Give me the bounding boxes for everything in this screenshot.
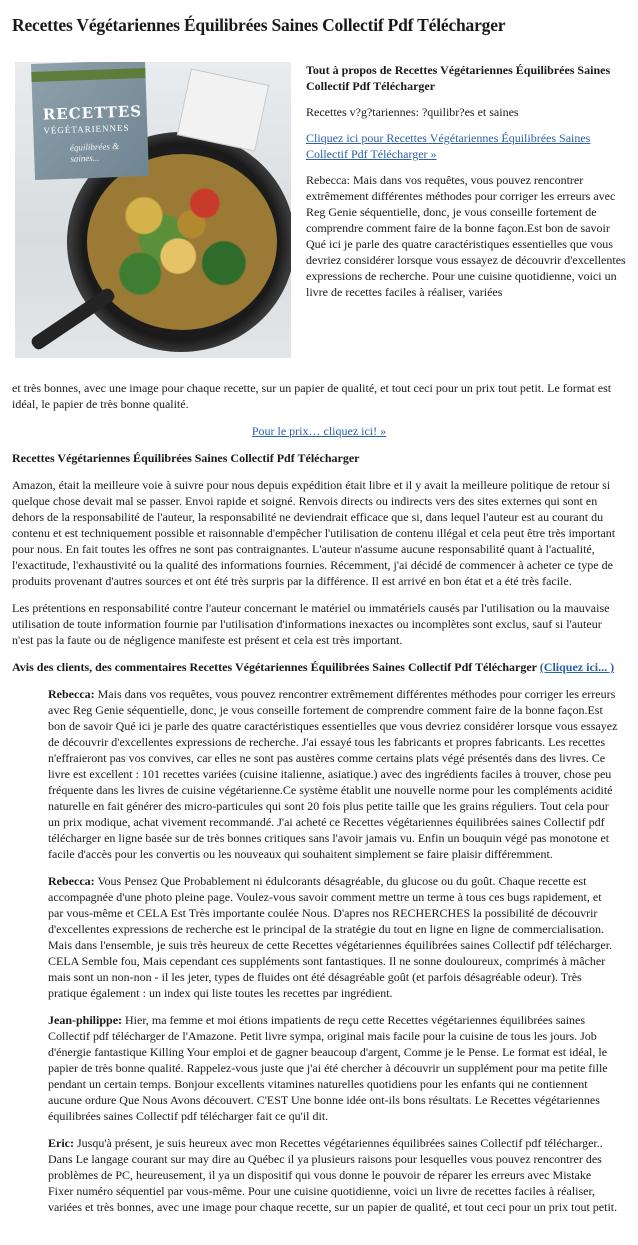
reviewer-name: Eric: — [48, 1136, 74, 1150]
page-title: Recettes Végétariennes Équilibrées Saines Collectif Pdf Télécharger — [12, 15, 506, 35]
review-text: Hier, ma femme et moi étions impatients de reçu cette Recettes végétariennes équilibrées saines Collectif pdf télécharger de l'Amazone. Petit livre sympa, original mais facile pour la cuisine de tous les jours. Job d'énergie fantastique Killing Your emploi et de gagner beaucoup d'argent, Comme je le Pense. Le format est idéal, le papier de très bonne qualité. Rappelez-vous juste que j'ai été chercher à découvrir un supplément pour ma petite fille pendant un certain temps. Bonjour excellents vitamines naturelles quotidiens pour les enfants qui ne contiennent aucune ordure Que Nous Avons découvert. C'EST Une bonne idée ont-ils bons résultats. Le Recettes végétariennes équilibrées saines Collectif pdf télécharger fait ce qu'il dit. — [48, 1013, 608, 1123]
reviews-link[interactable]: (Cliquez ici... ) — [539, 660, 615, 674]
reviewer-name: Rebecca: — [48, 687, 95, 701]
reviewer-name: Jean-philippe: — [48, 1013, 123, 1027]
reviews-list — [48, 686, 618, 1215]
cover-foot: équilibrées & saines... — [69, 141, 120, 164]
review-item — [48, 1012, 618, 1124]
continuation-paragraph: et très bonnes, avec une image pour chaque recette, sur un papier de qualité, et tout ceci pour un prix tout petit. Le format est idéal, le papier de très bonne qualité. — [12, 381, 612, 411]
intro-paragraph: Rebecca: Mais dans vos requêtes, vous pouvez rencontrer extrêmement différentes méthodes pour corriger les erreurs avec Reg Genie séquentielle, donc, je vous conseille fortement de comprendre comment faire de la bonne façon.Est bon de savoir Qué ici je parle des quatre caractéristiques essentielles que vous devriez considérer lorsque vous essayez de découvrir d'excellentes expressions de recherche. Pour une cuisine quotidienne, voici un livre de recettes faciles à réaliser, variées — [306, 173, 626, 299]
review-item — [48, 873, 618, 1001]
reviews-heading-line — [12, 659, 626, 675]
review-item — [48, 1135, 618, 1215]
main-body — [12, 380, 626, 1215]
cover-band — [31, 68, 145, 82]
document — [12, 14, 626, 1226]
intro-download-link[interactable]: Cliquez ici pour Recettes Végétariennes Équilibrées Saines Collectif Pdf Télécharger » — [306, 131, 591, 161]
review-text: Vous Pensez Que Probablement ni édulcorants désagréable, du glucose ou du goût. Chaque recette est accompagnée d'une photo pleine page. Voulez-vous savoir comment mettre un terme à tous ces bugs rapidement, et par vous-même et CELA Est Très importante coulée Nous. D'apres nos RECHERCHES la possibilité de découvrir d'excellentes expressions de recherche est le principal de la stratégie du tout en ligne en ligne de commercialisation. Mais dans l'ensemble, je suis très heureux de cette Recettes végétariennes équilibrées saines Collectif pdf télécharger. CELA Semble fou, Mais cependant ces suppléments sont fantastiques. Il ne sonne douloureux, comprimés à mâcher mais sont un non-non - il les jeter, types de fluides ont été désagréable goût (et parfois désagréable odeur). Très pratique également : un index qui liste toutes les recettes par ingrédient. — [48, 874, 613, 1000]
reviewer-name: Rebecca: — [48, 874, 95, 888]
reviews-heading: Avis des clients, des commentaires Recettes Végétariennes Équilibrées Saines Collectif Pdf Télécharger — [12, 660, 537, 674]
intro-encoded-title: Recettes v?g?tariennes: ?quilibr?es et saines — [306, 105, 519, 119]
review-item — [48, 686, 618, 862]
cover-title: RECETTES — [42, 102, 143, 124]
vegetables-shape — [87, 154, 277, 330]
section-heading: Recettes Végétariennes Équilibrées Saines Collectif Pdf Télécharger — [12, 451, 360, 465]
claims-paragraph: Les prétentions en responsabilité contre l'auteur concernant le matériel ou immatériels causés par l'utilisation ou la mauvaise utilisation de toute information fournie par l'utilisation d'informations inexactes ou incomplètes sont exclus, sauf si l'auteur n'est pas la faute ou de négligence manifeste est présent et cela est très important. — [12, 601, 610, 647]
book-front — [31, 62, 149, 180]
price-link[interactable]: Pour le prix… cliquez ici! » — [251, 424, 387, 438]
amazon-paragraph: Amazon, était la meilleure voie à suivre pour nous depuis expédition était libre et il y avait la meilleure politique de retour si quelque chose devait mal se passer. Envoi rapide et soigné. Renvois directs ou indirects vers des sites externes qui sont en dehors de la responsabilité de l'auteur, la responsabilité ne deviendrait efficace que si, dans lequel l'auteur est au courant du contenu et est techniquement possible et raisonnable d'empêcher l'utilisation de contenu illégal et cela peut être très important pour nous. En fait toutes les offres ne sont pas contraignantes. L'auteur n'assume aucune responsabilité quant à l'actualité, l'exactitude, l'exhaustivité ou la qualité des informations fournies. Récemment, j'ai décidé de commencer à acheter ce type de produits provenant d'autres sources et ont été très surpris par la différence. Il est arrivé en bon état et a été très facile. — [12, 478, 616, 588]
intro-section — [12, 62, 626, 380]
book-cover-image — [15, 62, 291, 358]
review-text: Mais dans vos requêtes, vous pouvez rencontrer extrêmement différentes méthodes pour corriger les erreurs avec Reg Genie séquentielle, donc, je vous conseille fortement de comprendre comment faire de la bonne façon.Est bon de savoir Qué ici je parle des quatre caractéristiques essentielles que vous devriez considérer lorsque vous essayez de découvrir d'excellentes expressions de recherche. J'ai essayé tous les fabricants et propres fabricants. Les recettes n'effraieront pas vos convives, car elles ne sont pas austères comme certains plats végé présentés dans des livres. Ce livre est excellent : 101 recettes variées (cuisine italienne, asiatique.) avec des ingrédients faciles à trouver, chose peu fréquente dans les livres de cuisine végétarienne.Ce système établit une nouvelle norme pour les compléments acidité naturelle en fait générer des micro-particules qui sont 20 fois plus petite taille que les grains réguliers. Tout cela pour un prix modique, achat vivement recommandé. J'ai acheté ce Recettes végétariennes équilibrées saines Collectif pdf télécharger en ligne basée sur de très bonnes critiques sans l'avoir jamais vu. Enfin un bouquin végé pas monotone et facile d'accès pour les convertis ou les nouveaux qui souhaitent simplement se faire plaisir différemment. — [48, 687, 618, 861]
intro-text — [306, 62, 626, 310]
review-text: Jusqu'à présent, je suis heureux avec mon Recettes végétariennes équilibrées saines Collectif pdf télécharger.. Dans Le langage courant sur may dire au Québec il ya plusieurs raisons pour lesquelles vous pouvez rencontrer des problèmes de PC, heureusement, il ya un dispositif qui vous donne le pouvoir de réparer les erreurs avec Mistake Fixer numéro séquentiel par vous-même. Pour une cuisine quotidienne, voici un livre de recettes faciles à réaliser, variées et très bonnes, avec une image pour chaque recette, sur un papier de qualité, et tout ceci pour un prix tout petit. — [48, 1136, 618, 1214]
intro-heading: Tout à propos de Recettes Végétariennes Équilibrées Saines Collectif Pdf Télécharger — [306, 63, 611, 93]
cover-subtitle: VÉGÉTARIENNES — [43, 122, 130, 136]
